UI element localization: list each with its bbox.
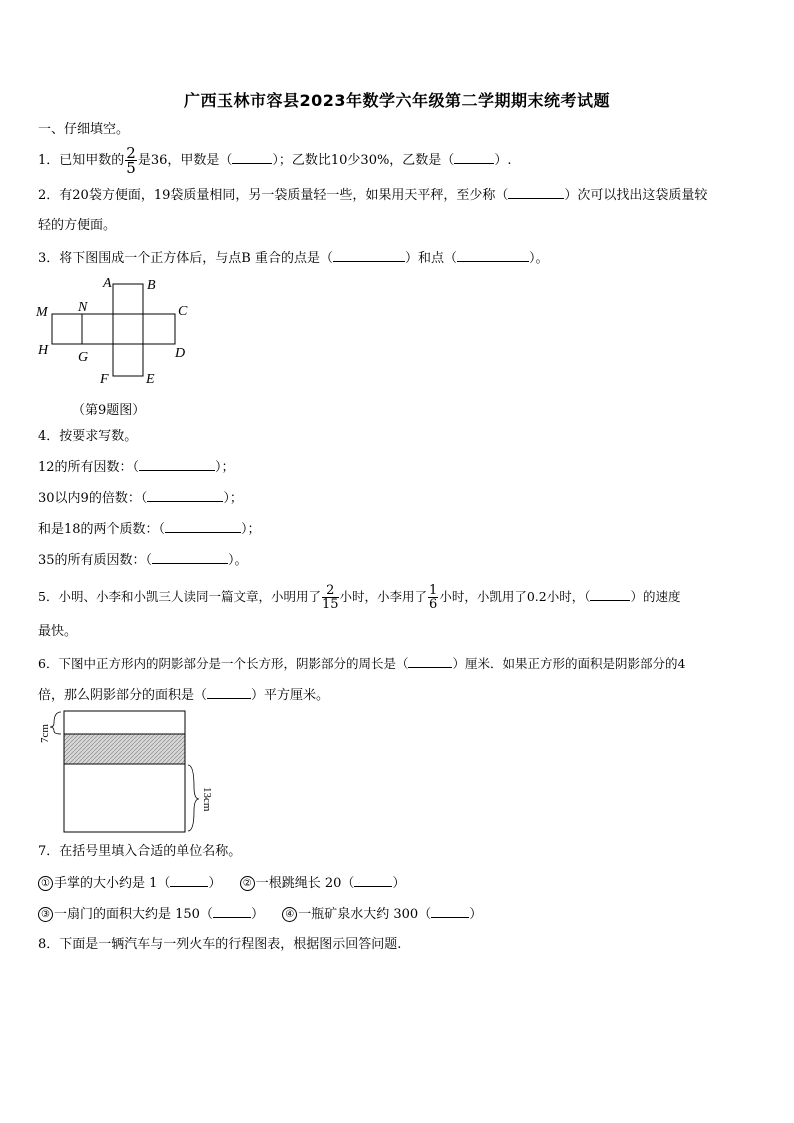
label-N: N <box>78 300 88 315</box>
q7-row: ③ 一扇门的面积大约是 150（ ） ④ 一瓶矿泉水大约 300（ ） <box>38 905 482 924</box>
net-square <box>143 314 175 344</box>
net-square <box>52 314 82 344</box>
brace-7cm <box>50 712 61 734</box>
question-2: 2．有20袋方便面，19袋质量相同，另一袋质量轻一些，如果用天平秤，至少称（ ）次可以找出这袋质量较 <box>38 188 708 203</box>
label-C: C <box>178 304 188 319</box>
label-G: G <box>78 350 89 365</box>
label-F: F <box>100 372 109 387</box>
page-title: 广西玉林市容县2023年数学六年级第二学期期末统考试题 <box>183 91 611 110</box>
q4-row: 30以内9的倍数：（ ）； <box>38 491 243 506</box>
question-6: 6．下图中正方形内的阴影部分是一个长方形，阴影部分的周长是（ ）厘米．如果正方形的面积是阴影部分的4 <box>38 656 686 671</box>
net-square-top <box>113 284 143 314</box>
shaded-rectangle <box>64 734 185 764</box>
answer-blank[interactable] <box>431 905 469 918</box>
answer-blank[interactable] <box>139 458 215 471</box>
q4-row: 12的所有因数：（ ）； <box>38 460 235 475</box>
answer-blank[interactable] <box>590 588 630 601</box>
question-7: 7．在括号里填入合适的单位名称。 <box>38 844 242 859</box>
answer-blank[interactable] <box>213 905 251 918</box>
q4-row: 35的所有质因数：（ ）。 <box>38 553 248 568</box>
item-number: ② <box>240 876 255 891</box>
section-heading: 一、仔细填空。 <box>38 122 130 137</box>
fraction-2-5: $\frac{2}{5}$ <box>126 144 136 177</box>
item-number: ① <box>38 876 53 891</box>
q7-row: ① 手掌的大小约是 1（ ） ② 一根跳绳长 20（ ） <box>38 874 405 893</box>
net-square <box>113 314 143 344</box>
label-E: E <box>146 372 155 387</box>
question-1: 1．已知甲数的 $\frac{2}{5}$ 是36，甲数是（ ）；乙数比10少30%，乙数是（ ）. <box>38 144 512 177</box>
answer-blank[interactable] <box>508 186 564 199</box>
label-B: B <box>147 278 156 293</box>
net-square <box>82 314 113 344</box>
answer-blank[interactable] <box>457 249 529 262</box>
q1-prefix: 1．已知甲数的 <box>38 153 125 168</box>
figure-caption: （第9题图） <box>72 403 146 418</box>
question-2-cont: 轻的方便面。 <box>38 218 117 233</box>
square-shaded-figure <box>34 707 214 837</box>
answer-blank[interactable] <box>207 686 251 699</box>
label-A: A <box>103 276 112 291</box>
question-5: 5．小明、小李和小凯三人读同一篇文章，小明用了 $\frac{2}{15}$ 小时，小李用了 $\frac{1}{6}$ 小时，小凯用了0.2小时，（ ）的速度 <box>38 583 681 612</box>
fraction-1-6: $\frac{1}{6}$ <box>429 583 438 612</box>
question-5-cont: 最快。 <box>38 624 78 639</box>
question-3: 3．将下图围成一个正方体后，与点B 重合的点是（ ）和点（ ）。 <box>38 251 549 266</box>
cube-net-figure <box>30 270 210 395</box>
net-square-bottom <box>113 344 143 376</box>
answer-blank[interactable] <box>354 874 392 887</box>
answer-blank[interactable] <box>333 249 405 262</box>
item-number: ④ <box>282 907 297 922</box>
label-M: M <box>36 305 48 320</box>
item-number: ③ <box>38 907 53 922</box>
fraction-2-15: $\frac{2}{15}$ <box>321 583 339 612</box>
label-13cm: 13cm <box>201 787 213 812</box>
brace-13cm <box>188 765 199 831</box>
answer-blank[interactable] <box>165 520 241 533</box>
answer-blank[interactable] <box>408 655 452 668</box>
answer-blank[interactable] <box>152 551 228 564</box>
question-6-cont: 倍，那么阴影部分的面积是（ ）平方厘米。 <box>38 688 330 703</box>
answer-blank[interactable] <box>170 874 208 887</box>
outer-square <box>64 711 185 832</box>
answer-blank[interactable] <box>147 489 223 502</box>
answer-blank[interactable] <box>454 151 494 164</box>
label-7cm: 7cm <box>39 724 51 743</box>
answer-blank[interactable] <box>232 151 272 164</box>
label-H: H <box>38 343 49 358</box>
label-D: D <box>175 346 186 361</box>
question-8: 8．下面是一辆汽车与一列火车的行程图表，根据图示回答问题. <box>38 937 402 952</box>
q4-row: 和是18的两个质数：（ ）； <box>38 522 261 537</box>
question-4: 4．按要求写数。 <box>38 429 138 444</box>
